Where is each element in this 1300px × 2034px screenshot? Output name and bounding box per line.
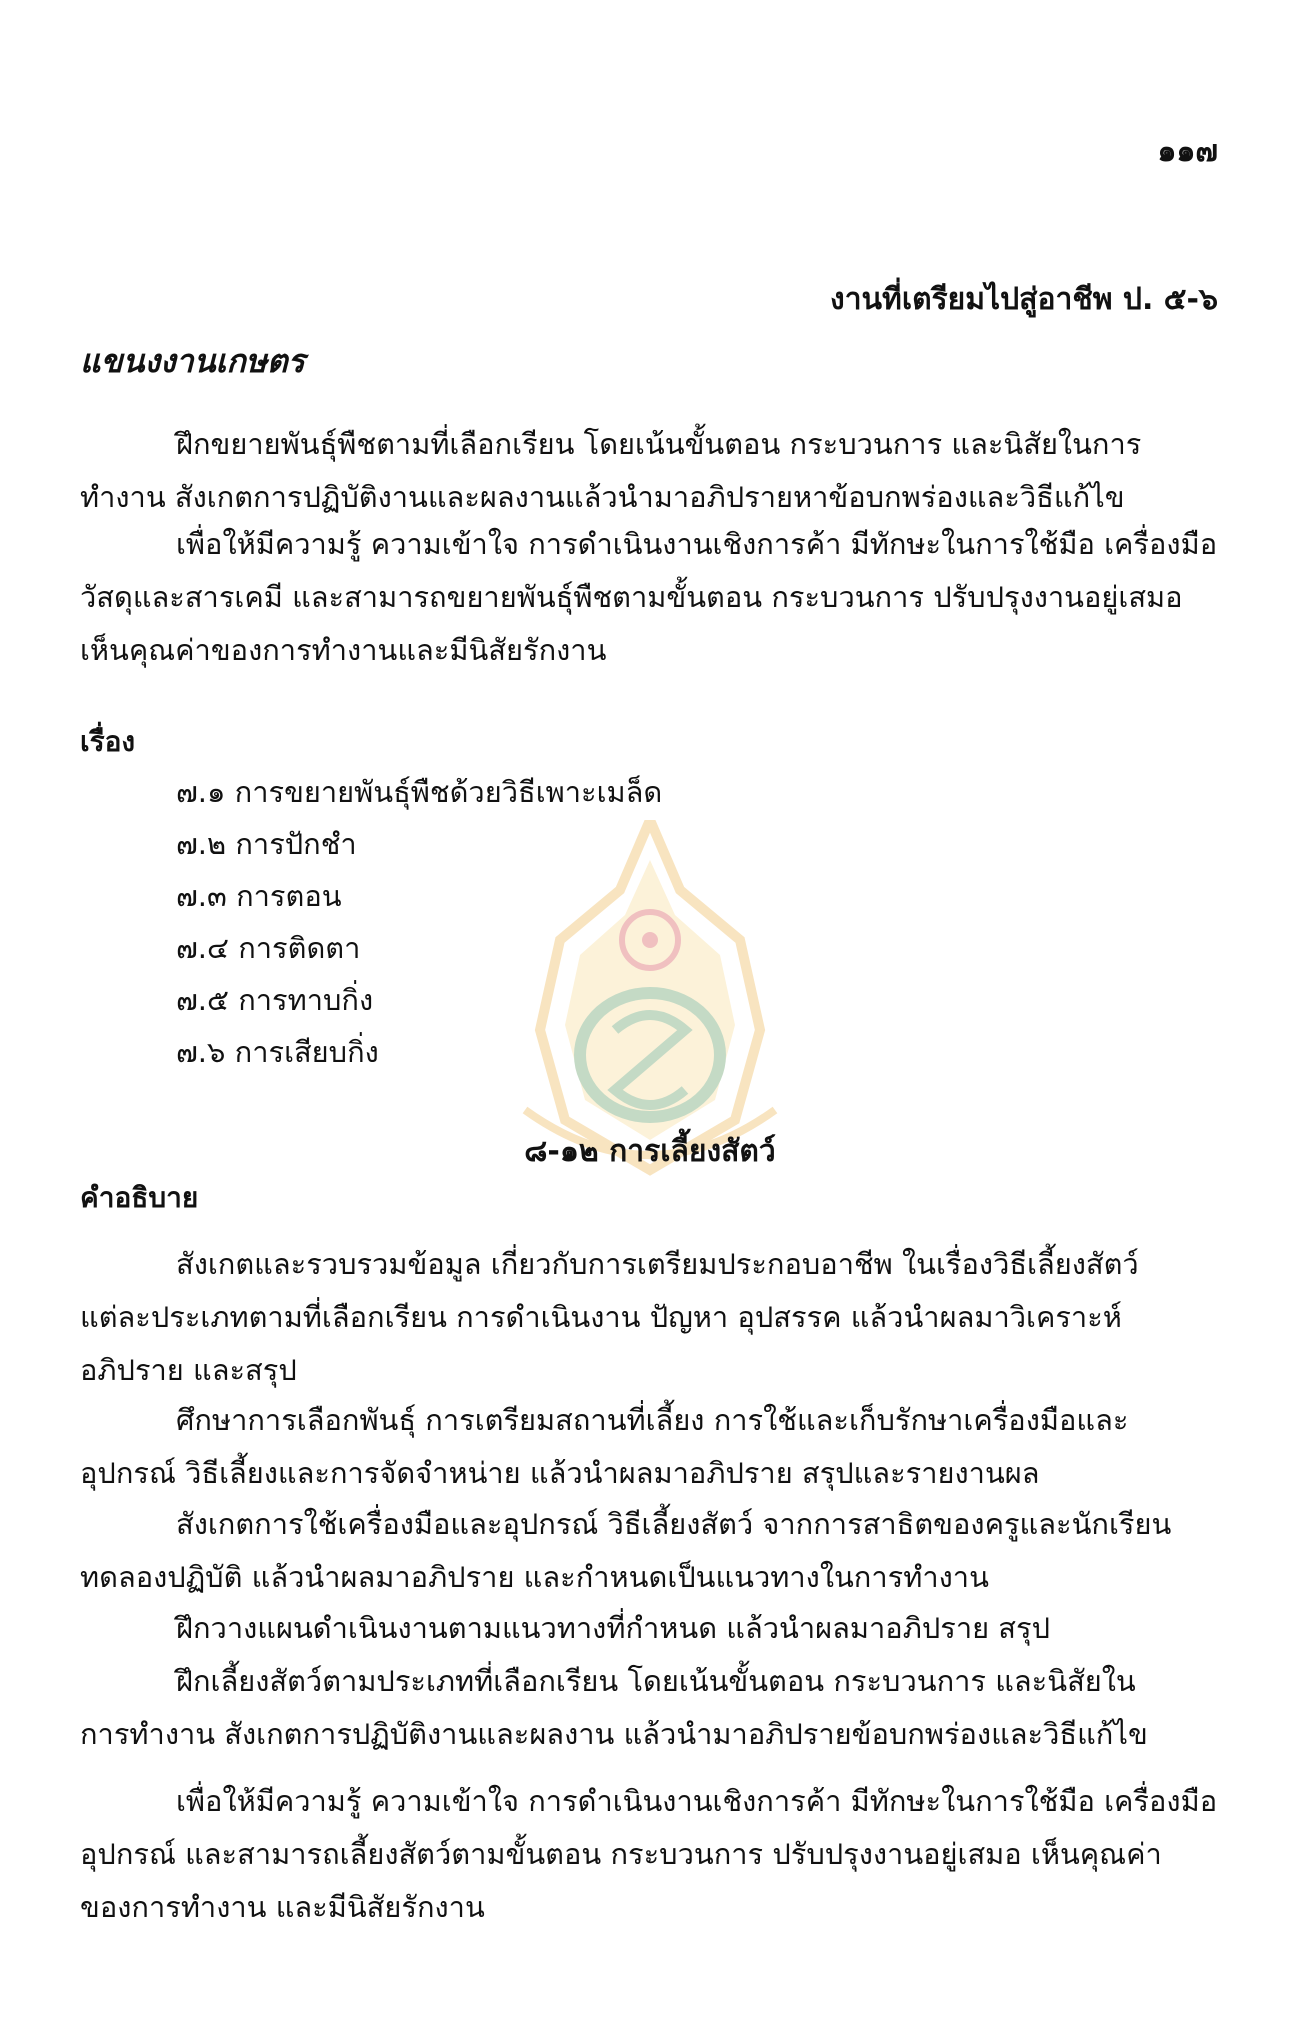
intro-paragraph-1 xyxy=(80,418,1220,524)
paragraph-line: ทดลองปฏิบัติ แล้วนำผลมาอภิปราย และกำหนดเป็นแนวทางในการทำงาน xyxy=(80,1560,989,1594)
paragraph-line: อุปกรณ์ วิธีเลี้ยงและการจัดจำหน่าย แล้วนำผลมาอภิปราย สรุปและรายงานผล xyxy=(80,1456,1040,1490)
description-paragraph-2 xyxy=(80,1394,1220,1500)
paragraph-line: สังเกตและรวบรวมข้อมูล เกี่ยวกับการเตรียมประกอบอาชีพ ในเรื่องวิธีเลี้ยงสัตว์ xyxy=(176,1247,1139,1281)
page-number: ๑๑๗ xyxy=(1157,134,1218,169)
list-item: ๗.๑ การขยายพันธุ์พืชด้วยวิธีเพาะเมล็ด xyxy=(176,775,663,809)
paragraph-line: การทำงาน สังเกตการปฏิบัติงานและผลงาน แล้วนำมาอภิปรายข้อบกพร่องและวิธีแก้ไข xyxy=(80,1717,1148,1751)
paragraph-line: ของการทำงาน และมีนิสัยรักงาน xyxy=(80,1890,485,1924)
paragraph-line: เห็นคุณค่าของการทำงานและมีนิสัยรักงาน xyxy=(80,633,607,667)
paragraph-line: อภิปราย และสรุป xyxy=(80,1353,297,1387)
section-title: แขนงงานเกษตร xyxy=(80,342,305,380)
topics-heading: เรื่อง xyxy=(80,725,136,758)
paragraph-line: ศึกษาการเลือกพันธุ์ การเตรียมสถานที่เลี้ยง การใช้และเก็บรักษาเครื่องมือและ xyxy=(176,1403,1129,1437)
topic-list xyxy=(176,766,662,1078)
paragraph-line: อุปกรณ์ และสามารถเลี้ยงสัตว์ตามขั้นตอน กระบวนการ ปรับปรุงงานอยู่เสมอ เห็นคุณค่า xyxy=(80,1837,1162,1871)
paragraph-line: ฝึกขยายพันธุ์พืชตามที่เลือกเรียน โดยเน้นขั้นตอน กระบวนการ และนิสัยในการ xyxy=(176,427,1142,461)
description-paragraph-3 xyxy=(80,1498,1220,1604)
description-paragraph-4 xyxy=(80,1602,1220,1655)
paragraph-line: ฝึกเลี้ยงสัตว์ตามประเภทที่เลือกเรียน โดยเน้นขั้นตอน กระบวนการ และนิสัยใน xyxy=(176,1664,1136,1698)
paragraph-line: เพื่อให้มีความรู้ ความเข้าใจ การดำเนินงานเชิงการค้า มีทักษะในการใช้มือ เครื่องมือ xyxy=(176,527,1218,561)
description-paragraph-6 xyxy=(80,1775,1220,1934)
list-item: ๗.๓ การตอน xyxy=(176,879,342,913)
list-item: ๗.๕ การทาบกิ่ง xyxy=(176,983,374,1017)
paragraph-line: ฝึกวางแผนดำเนินงานตามแนวทางที่กำหนด แล้วนำผลมาอภิปราย สรุป xyxy=(176,1611,1050,1645)
paragraph-line: วัสดุและสารเคมี และสามารถขยายพันธุ์พืชตามขั้นตอน กระบวนการ ปรับปรุงงานอยู่เสมอ xyxy=(80,580,1183,614)
intro-paragraph-2 xyxy=(80,518,1220,677)
description-paragraph-1 xyxy=(80,1238,1220,1397)
paragraph-line: ทำงาน สังเกตการปฏิบัติงานและผลงานแล้วนำมาอภิปรายหาข้อบกพร่องและวิธีแก้ไข xyxy=(80,480,1125,514)
description-heading: คำอธิบาย xyxy=(80,1181,199,1214)
paragraph-line: เพื่อให้มีความรู้ ความเข้าใจ การดำเนินงานเชิงการค้า มีทักษะในการใช้มือ เครื่องมือ xyxy=(176,1784,1218,1818)
description-paragraph-5 xyxy=(80,1655,1220,1761)
list-item: ๗.๒ การปักชำ xyxy=(176,827,357,861)
paragraph-line: แต่ละประเภทตามที่เลือกเรียน การดำเนินงาน ปัญหา อุปสรรค แล้วนำผลมาวิเคราะห์ xyxy=(80,1300,1122,1334)
header-title: งานที่เตรียมไปสู่อาชีพ ป. ๕-๖ xyxy=(830,282,1218,317)
subsection-title: ๘-๑๒ การเลี้ยงสัตว์ xyxy=(524,1134,776,1169)
list-item: ๗.๔ การติดตา xyxy=(176,931,361,965)
list-item: ๗.๖ การเสียบกิ่ง xyxy=(176,1035,379,1069)
paragraph-line: สังเกตการใช้เครื่องมือและอุปกรณ์ วิธีเลี้ยงสัตว์ จากการสาธิตของครูและนักเรียน xyxy=(176,1507,1172,1541)
